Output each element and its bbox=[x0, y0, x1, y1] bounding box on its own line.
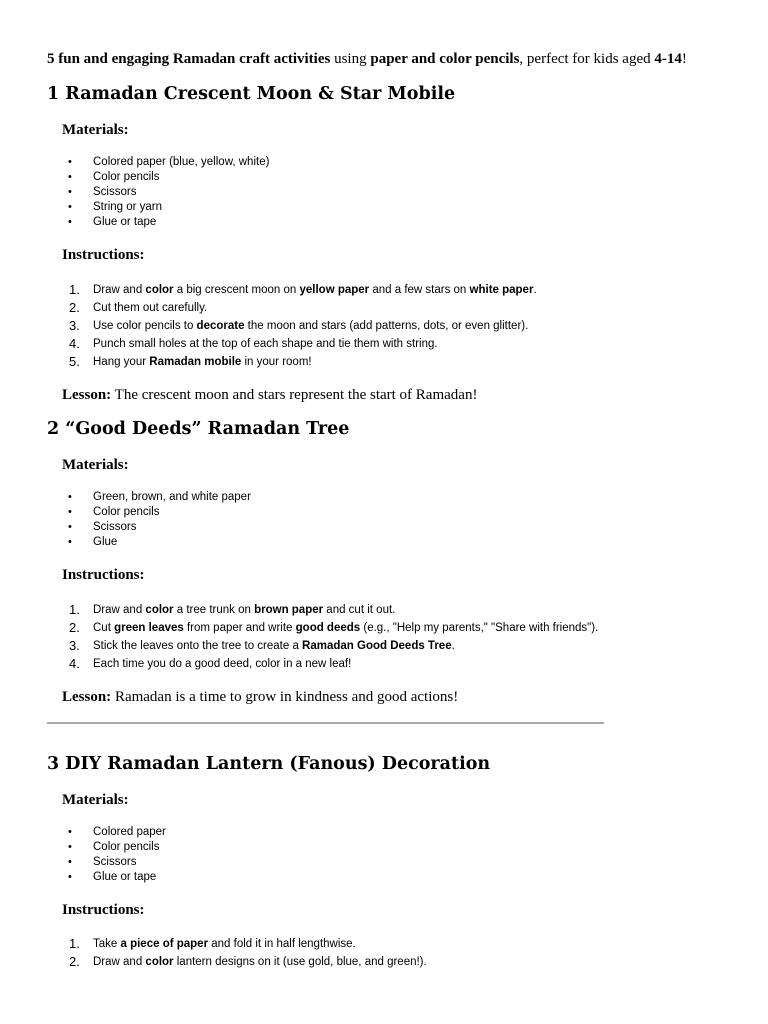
instruction-bold-text: yellow paper bbox=[299, 284, 370, 296]
instruction-bold-text: brown paper bbox=[254, 604, 324, 616]
intro-bold-materials: paper and color pencils bbox=[370, 51, 520, 67]
instructions-list bbox=[62, 935, 427, 971]
instruction-number: 3. bbox=[69, 318, 80, 333]
materials-label: Materials: bbox=[62, 122, 129, 138]
instruction-bold-text: white paper bbox=[469, 284, 534, 296]
materials-label: Materials: bbox=[62, 457, 129, 473]
lesson-text: Ramadan is a time to grow in kindness and good actions! bbox=[111, 689, 459, 705]
instruction-text: (e.g., "Help my parents," "Share with friends"). bbox=[360, 622, 599, 634]
instruction-number: 4. bbox=[69, 336, 80, 351]
instruction-bold-text: good deeds bbox=[295, 622, 361, 634]
instructions-label: Instructions: bbox=[62, 902, 145, 918]
list-item: • Glue bbox=[62, 535, 251, 550]
list-item: • Scissors bbox=[62, 855, 166, 870]
instruction-item bbox=[62, 953, 427, 971]
instruction-item bbox=[62, 619, 598, 637]
instruction-number: 1. bbox=[69, 282, 80, 297]
instruction-text: a big crescent moon on bbox=[173, 284, 300, 296]
instruction-number: 2. bbox=[69, 300, 80, 315]
instruction-text: Each time you do a good deed, color in a new leaf! bbox=[93, 658, 352, 670]
instruction-text: Cut bbox=[93, 622, 115, 634]
intro-line bbox=[47, 51, 687, 68]
instruction-text: Stick the leaves onto the tree to create a bbox=[93, 640, 303, 652]
instruction-bold-text: decorate bbox=[196, 320, 245, 332]
lesson-label: Lesson: bbox=[62, 387, 112, 403]
instruction-item bbox=[62, 335, 537, 353]
lesson-label: Lesson: bbox=[62, 689, 112, 705]
instruction-item bbox=[62, 353, 537, 371]
instruction-text: and a few stars on bbox=[369, 284, 470, 296]
instruction-text: the moon and stars (add patterns, dots, or even glitter). bbox=[244, 320, 529, 332]
list-item: • String or yarn bbox=[62, 200, 269, 215]
instructions-label: Instructions: bbox=[62, 567, 145, 583]
instruction-text: lantern designs on it (use gold, blue, and green!). bbox=[173, 956, 427, 968]
instruction-bold-text: Ramadan mobile bbox=[149, 356, 242, 368]
instruction-number: 2. bbox=[69, 954, 80, 969]
list-item: • Glue or tape bbox=[62, 870, 166, 885]
instruction-text: in your room! bbox=[241, 356, 312, 368]
horizontal-rule bbox=[47, 722, 604, 724]
instruction-number: 4. bbox=[69, 656, 80, 671]
list-item: • Color pencils bbox=[62, 170, 269, 185]
instruction-bold-text: a piece of paper bbox=[120, 938, 209, 950]
instruction-number: 3. bbox=[69, 638, 80, 653]
instructions-list bbox=[62, 601, 598, 673]
materials-label: Materials: bbox=[62, 792, 129, 808]
instruction-item bbox=[62, 637, 598, 655]
intro-bold-ages: 4-14 bbox=[654, 51, 682, 67]
instruction-number: 1. bbox=[69, 936, 80, 951]
instruction-item bbox=[62, 935, 427, 953]
instruction-text: . bbox=[533, 284, 537, 296]
instruction-text: Punch small holes at the top of each shape and tie them with string. bbox=[93, 338, 438, 350]
list-item: • Color pencils bbox=[62, 840, 166, 855]
section-heading: 3 DIY Ramadan Lantern (Fanous) Decoration bbox=[47, 754, 491, 774]
materials-list bbox=[62, 155, 269, 230]
instruction-number: 5. bbox=[69, 354, 80, 369]
list-item: • Green, brown, and white paper bbox=[62, 490, 251, 505]
list-item: • Glue or tape bbox=[62, 215, 269, 230]
instruction-item bbox=[62, 317, 537, 335]
intro-bold-activities: 5 fun and engaging Ramadan craft activities bbox=[47, 51, 331, 67]
instruction-item bbox=[62, 281, 537, 299]
instruction-text: and fold it in half lengthwise. bbox=[208, 938, 356, 950]
intro-text: ! bbox=[681, 51, 687, 67]
instruction-text: and cut it out. bbox=[323, 604, 396, 616]
instruction-number: 1. bbox=[69, 602, 80, 617]
list-item: • Colored paper (blue, yellow, white) bbox=[62, 155, 269, 170]
instruction-bold-text: color bbox=[145, 604, 174, 616]
instruction-text: Take bbox=[93, 938, 121, 950]
lesson-text: The crescent moon and stars represent the start of Ramadan! bbox=[111, 387, 478, 403]
instruction-bold-text: color bbox=[145, 956, 174, 968]
instruction-bold-text: color bbox=[145, 284, 174, 296]
section-heading: 2 “Good Deeds” Ramadan Tree bbox=[47, 419, 350, 439]
instruction-text: Draw and bbox=[93, 284, 146, 296]
instruction-text: Draw and bbox=[93, 956, 146, 968]
instruction-text: Hang your bbox=[93, 356, 150, 368]
materials-list bbox=[62, 825, 166, 885]
instruction-text: Use color pencils to bbox=[93, 320, 197, 332]
instruction-item bbox=[62, 655, 598, 673]
instruction-text: . bbox=[451, 640, 455, 652]
instruction-bold-text: green leaves bbox=[114, 622, 184, 634]
instruction-text: Draw and bbox=[93, 604, 146, 616]
instruction-item bbox=[62, 601, 598, 619]
instructions-list bbox=[62, 281, 537, 371]
intro-text: using bbox=[330, 51, 371, 67]
instructions-label: Instructions: bbox=[62, 247, 145, 263]
section-heading: 1 Ramadan Crescent Moon & Star Mobile bbox=[47, 84, 456, 104]
lesson-line bbox=[62, 689, 458, 706]
instruction-text: Cut them out carefully. bbox=[93, 302, 208, 314]
instruction-item bbox=[62, 299, 537, 317]
instruction-number: 2. bbox=[69, 620, 80, 635]
intro-text: , perfect for kids aged bbox=[519, 51, 655, 67]
materials-list bbox=[62, 490, 251, 550]
instruction-text: a tree trunk on bbox=[173, 604, 255, 616]
list-item: • Colored paper bbox=[62, 825, 166, 840]
instruction-text: from paper and write bbox=[183, 622, 296, 634]
list-item: • Scissors bbox=[62, 185, 269, 200]
lesson-line bbox=[62, 387, 477, 404]
list-item: • Scissors bbox=[62, 520, 251, 535]
list-item: • Color pencils bbox=[62, 505, 251, 520]
instruction-bold-text: Ramadan Good Deeds Tree bbox=[302, 640, 452, 652]
